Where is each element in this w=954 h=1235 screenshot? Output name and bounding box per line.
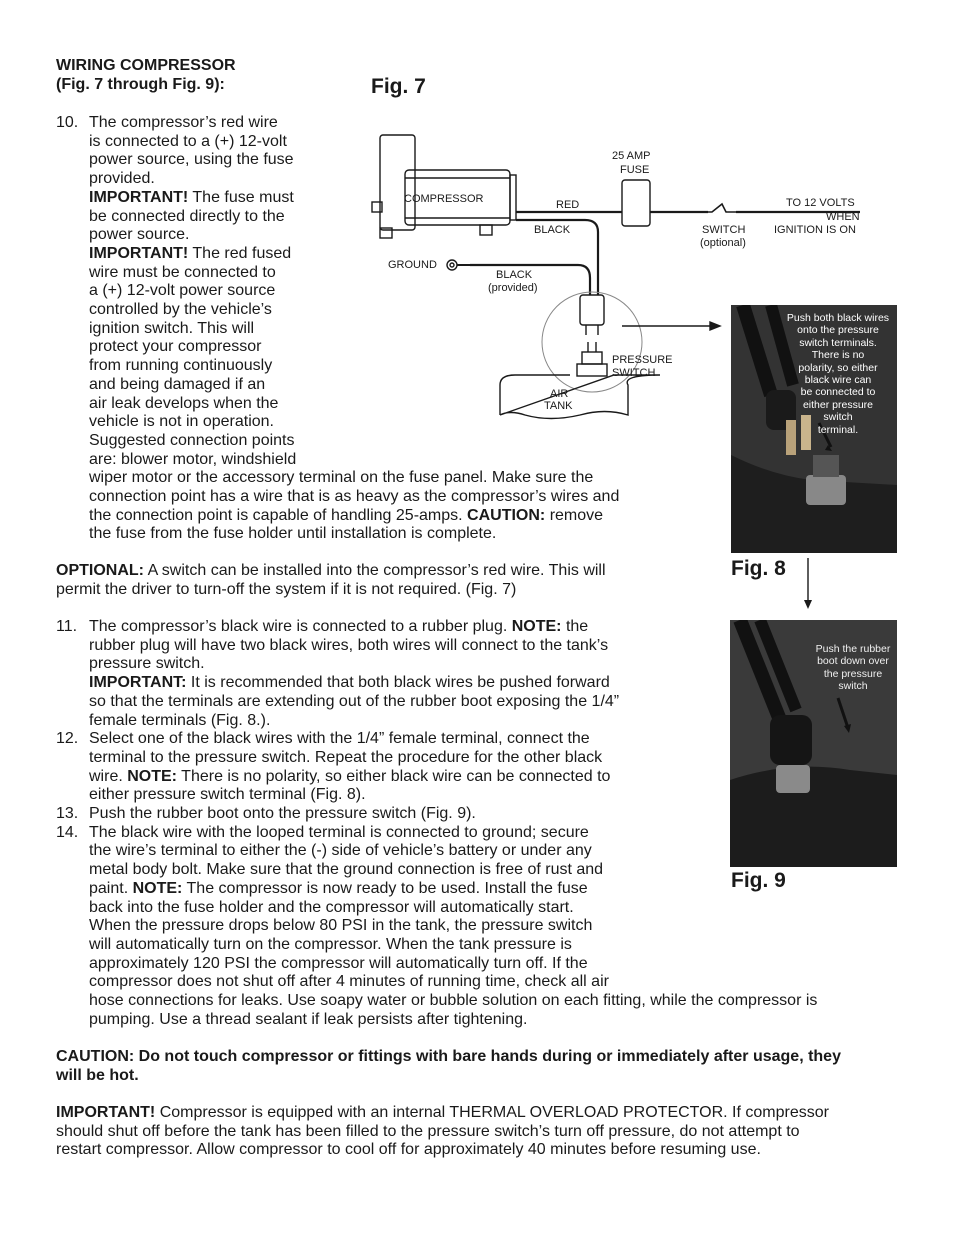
step-text: protect your compressor — [89, 338, 262, 356]
important-label: IMPORTANT! — [89, 244, 189, 262]
step-text: The compressor’s black wire is connected to a rubber plug. — [89, 618, 512, 635]
step-text: the — [561, 618, 589, 635]
important-label: IMPORTANT: — [89, 674, 187, 692]
label-red: RED — [556, 199, 580, 211]
step-text: terminal to the pressure switch. Repeat the procedure for the other black — [89, 748, 603, 766]
note-label: NOTE: — [511, 618, 562, 635]
section-heading — [56, 57, 236, 94]
step-text: The compressor is now ready to be used. Install the fuse — [182, 879, 588, 897]
step-text: metal body bolt. Make sure that the ground connection is free of rust and — [89, 861, 604, 879]
step-text: vehicle is not in operation. — [89, 413, 274, 431]
step-text: provided. — [89, 170, 155, 188]
compressor-motor — [380, 135, 415, 230]
label-compressor: COMPRESSOR — [404, 193, 484, 205]
caption-line: boot down over — [817, 655, 889, 668]
label-black: BLACK — [534, 224, 571, 236]
fig-8-photo — [731, 305, 897, 553]
optional-text: permit the driver to turn-off the system if it is not required. (Fig. 7) — [56, 580, 517, 598]
caution-text: will be hot. — [56, 1066, 139, 1084]
fig-9-label: Fig. 9 — [731, 869, 786, 892]
rubber-plug — [580, 295, 604, 325]
step-text: the connection point is capable of handling 25-amps. — [89, 506, 468, 524]
fig-8-label: Fig. 8 — [731, 557, 786, 580]
step-text: The black wire with the looped terminal is connected to ground; secure — [89, 823, 589, 841]
label-fuse: 25 AMP — [612, 150, 651, 162]
step-text: either pressure switch terminal (Fig. 8). — [89, 786, 366, 804]
caution-block — [56, 1048, 916, 1085]
important-text: restart compressor. Allow compressor to cool off for approximately 40 minutes before resuming use. — [56, 1141, 761, 1159]
step-text: the wire’s terminal to either the (-) side of vehicle’s battery or under any — [89, 842, 592, 860]
label-to-12v: WHEN — [826, 211, 860, 223]
label-switch: (optional) — [700, 237, 746, 249]
optional-text: A switch can be installed into the compressor’s red wire. This will — [144, 562, 606, 579]
step-text: ignition switch. This will — [89, 319, 255, 337]
optional-switch — [708, 204, 736, 212]
step-text: power source, using the fuse — [89, 151, 294, 169]
label-switch: SWITCH — [702, 224, 746, 236]
note-label: NOTE: — [132, 879, 183, 897]
label-ground: GROUND — [388, 259, 437, 271]
caption-line: There is no — [811, 349, 865, 362]
heading-title: WIRING COMPRESSOR — [56, 57, 236, 74]
step-text: The red fused — [188, 244, 292, 262]
caption-line: Push the rubber — [815, 643, 891, 655]
important-text: should shut off before the tank has been filled to the pressure switch’s turn off pressure, do not attempt to — [56, 1122, 800, 1140]
step-number: 14. — [56, 823, 79, 841]
step-text: will automatically turn on the compressor. When the tank pressure is — [89, 935, 572, 953]
pressure-switch — [582, 352, 602, 364]
caution-label: CAUTION: — [467, 506, 546, 524]
step-text: wire must be connected to — [89, 263, 276, 281]
optional-note — [56, 562, 696, 599]
step-text: and being damaged if an — [89, 375, 266, 393]
caption-line: switch terminals. — [799, 336, 877, 349]
label-pressure-switch: SWITCH — [612, 367, 656, 379]
caption-line: onto the pressure — [797, 324, 879, 337]
step-text: power source. — [89, 226, 190, 244]
caption-line: switch — [838, 680, 868, 693]
optional-label: OPTIONAL: — [56, 562, 144, 579]
ground-terminal — [447, 260, 457, 270]
step-text: hose connections for leaks. Use soapy water or bubble solution on each fitting, while the compressor is — [89, 992, 818, 1010]
caption-line: be connected to — [800, 386, 876, 399]
caption-line: the pressure — [823, 667, 883, 680]
down-arrow-icon — [800, 558, 816, 610]
label-fuse: FUSE — [620, 164, 650, 176]
step-number: 12. — [56, 730, 79, 748]
label-air-tank: TANK — [544, 400, 573, 412]
caption-line: black wire can — [804, 374, 872, 387]
step-text: are: blower motor, windshield — [89, 450, 297, 468]
important-block — [56, 1104, 926, 1160]
air-tank — [500, 375, 660, 419]
step-text: remove — [545, 506, 604, 524]
step-text: the fuse from the fuse holder until installation is complete. — [89, 525, 497, 543]
step-number: 10. — [56, 114, 79, 131]
label-black-provided: (provided) — [488, 282, 538, 294]
step-text: so that the terminals are extending out of the rubber boot exposing the 1/4” — [89, 692, 620, 710]
step-text: is connected to a (+) 12-volt — [89, 132, 287, 150]
step-text: back into the fuse holder and the compressor will automatically start. — [89, 898, 574, 916]
step-text: When the pressure drops below 80 PSI in the tank, the pressure switch — [89, 917, 593, 935]
fig-9-caption — [808, 643, 897, 693]
step-number: 11. — [56, 618, 78, 635]
step-text: a (+) 12-volt power source — [89, 282, 276, 300]
caption-line: polarity, so either — [798, 361, 878, 374]
step-text: compressor does not shut off after 4 minutes of running time, check all air — [89, 973, 609, 991]
step-text: air leak develops when the — [89, 394, 279, 412]
step-text: paint. — [89, 879, 133, 897]
label-to-12v: TO 12 VOLTS — [786, 197, 855, 209]
caption-line: terminal. — [817, 423, 859, 436]
caution-text: CAUTION: Do not touch compressor or fittings with bare hands during or immediately after usage, they — [56, 1048, 841, 1065]
fig-8-caption — [779, 312, 897, 436]
label-to-12v: IGNITION IS ON — [774, 224, 856, 236]
caption-line: Push both black wires — [786, 312, 890, 324]
step-text: connection point has a wire that is as heavy as the compressor’s wires and — [89, 488, 620, 506]
step-text: Push the rubber boot onto the pressure switch (Fig. 9). — [89, 805, 476, 823]
step-text: rubber plug will have two black wires, both wires will connect to the tank’s — [89, 636, 609, 654]
step-text: female terminals (Fig. 8.). — [89, 711, 271, 729]
step-text: Suggested connection points — [89, 431, 295, 449]
step-text: pressure switch. — [89, 655, 205, 673]
label-pressure-switch: PRESSURE — [612, 354, 673, 366]
step-text: be connected directly to the — [89, 207, 285, 225]
step-number: 13. — [56, 805, 79, 823]
heading-subtitle: (Fig. 7 through Fig. 9): — [56, 75, 225, 93]
step-text: It is recommended that both black wires be pushed forward — [186, 674, 610, 692]
label-air-tank: AIR — [550, 388, 569, 400]
step-text: pumping. Use a thread sealant if leak persists after tightening. — [89, 1010, 528, 1028]
step-text: There is no polarity, so either black wire can be connected to — [177, 767, 611, 785]
step-text: The fuse must — [188, 188, 294, 206]
caption-line: switch — [823, 411, 853, 424]
label-black-provided: BLACK — [496, 269, 533, 281]
step-text: approximately 120 PSI the compressor will automatically turn off. If the — [89, 954, 588, 972]
step-text: controlled by the vehicle’s — [89, 301, 272, 319]
important-label: IMPORTANT! — [56, 1104, 156, 1121]
caption-line: either pressure — [802, 398, 874, 411]
step-text: The compressor’s red wire — [89, 114, 278, 131]
step-text: from running continuously — [89, 357, 273, 375]
note-label: NOTE: — [127, 767, 178, 785]
fuse-holder — [622, 180, 650, 226]
fig-7-label: Fig. 7 — [371, 75, 426, 98]
fig-9-photo — [730, 620, 897, 867]
step-text: wiper motor or the accessory terminal on the fuse panel. Make sure the — [89, 469, 594, 487]
important-text: Compressor is equipped with an internal THERMAL OVERLOAD PROTECTOR. If compressor — [155, 1104, 829, 1121]
important-label: IMPORTANT! — [89, 188, 189, 206]
step-text: wire. — [89, 767, 128, 785]
step-text: Select one of the black wires with the 1/4” female terminal, connect the — [89, 730, 590, 748]
